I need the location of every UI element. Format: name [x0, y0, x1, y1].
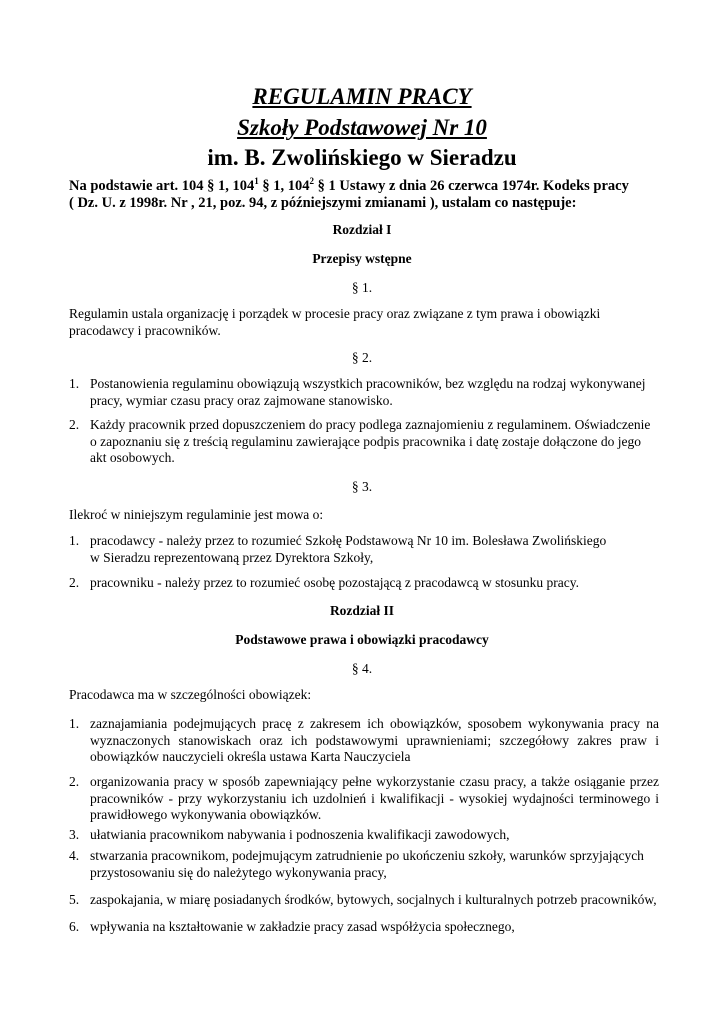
- section-1-sign: § 1.: [351, 280, 373, 295]
- list-item: 5. zaspokajania, w miarę posiadanych środków, bytowych, socjalnych i kulturalnych potrzeb pracowników,: [69, 892, 657, 907]
- list-item: 1. Postanowienia regulaminu obowiązują wszystkich pracowników, bez względu na rodzaj wykonywanej pracy, wymiar czasu pracy oraz zajmowane stanowisko.: [69, 376, 646, 408]
- legal-basis-line-2: ( Dz. U. z 1998r. Nr , 21, poz. 94, z późniejszymi zmianami ), ustalam co następuje:: [69, 195, 577, 211]
- list-item: 3. ułatwiania pracownikom nabywania i podnoszenia kwalifikacji zawodowych,: [69, 827, 510, 842]
- legal-basis: [69, 178, 669, 212]
- chapter-2-title: Podstawowe prawa i obowiązki pracodawcy: [235, 632, 489, 647]
- chapter-2-label: Rozdział II: [329, 603, 395, 618]
- list-item: 1. zaznajamiania podejmujących pracę z zakresem ich obowiązków, sposobem wykonywania pracy na wyznaczonych stanowiskach oraz ich podstawowymi uprawnieniami; szczegółowy zakres praw i obowiązków nauczycieli określa ustawa Karta Nauczyciela: [69, 716, 659, 764]
- section-3-intro: Ilekroć w niniejszym regulaminie jest mowa o:: [69, 507, 324, 522]
- list-item: 6. wpływania na kształtowanie w zakładzie pracy zasad współżycia społecznego,: [69, 919, 515, 934]
- school-patron-title: im. B. Zwolińskiego w Sieradzu: [207, 145, 517, 170]
- chapter-1-label: Rozdział I: [332, 222, 392, 237]
- section-4-sign: § 4.: [351, 661, 373, 676]
- legal-basis-line-1: Na podstawie art. 104 § 1, $104^1$ § 1, $104^2$ § 1 Ustawy z dnia 26 czerwca 1974r. Kodeks pracy: [69, 176, 629, 194]
- chapter-1-title: Przepisy wstępne: [312, 251, 412, 266]
- section-3-sign: § 3.: [351, 479, 373, 494]
- document-title: REGULAMIN PRACY: [252, 84, 472, 109]
- section-1-text: Regulamin ustala organizację i porządek w procesie pracy oraz związane z tym prawa i obowiązki pracodawcy i pracowników.: [69, 306, 601, 338]
- school-name-title: Szkoły Podstawowej Nr 10: [237, 115, 487, 140]
- section-2-sign: § 2.: [351, 350, 373, 365]
- list-item: 4. stwarzania pracownikom, podejmującym zatrudnienie po ukończeniu szkoły, warunków sprzyjających przystosowaniu się do należytego wykonywania pracy,: [69, 848, 644, 880]
- list-item: 2. organizowania pracy w sposób zapewniający pełne wykorzystanie czasu pracy, a także osiąganie przez pracowników - przy wykorzystaniu ich uzdolnień i kwalifikacji - wysokiej wydajności terminowego i prawidłowego wykonywania obowiązków.: [69, 774, 659, 822]
- section-4-intro: Pracodawca ma w szczególności obowiązek:: [69, 687, 312, 702]
- list-item: 2. pracowniku - należy przez to rozumieć osobę pozostającą z pracodawcą w stosunku pracy.: [69, 575, 580, 590]
- list-item: 1. pracodawcy - należy przez to rozumieć Szkołę Podstawową Nr 10 im. Bolesława Zwolińskiego w Sieradzu reprezentowaną przez Dyrektora Szkoły,: [69, 533, 607, 565]
- list-item: 2. Każdy pracownik przed dopuszczeniem do pracy podlega zaznajomieniu z regulaminem. Oświadczenie o zapoznaniu się z treścią regulaminu zawierające podpis pracownika i datę zostaje dołączone do jego akt osobowych.: [69, 417, 651, 465]
